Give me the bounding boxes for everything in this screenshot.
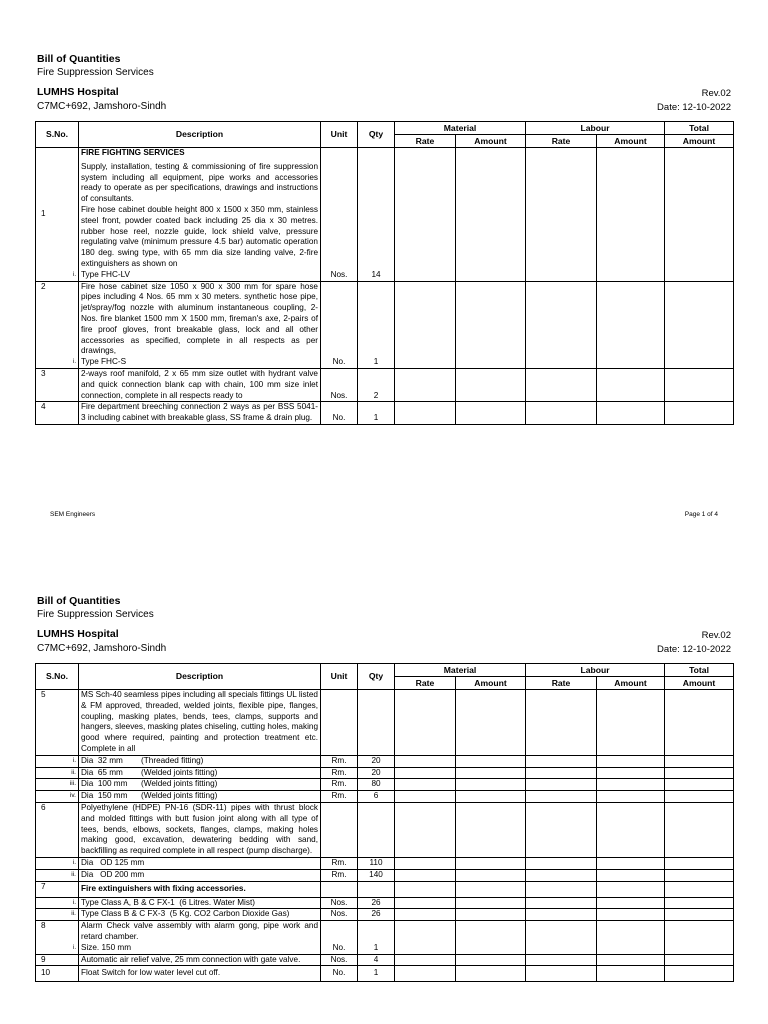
item-description: Alarm Check valve assembly with alarm gong, pipe work and retard chamber.: [81, 921, 318, 941]
row-number: 4: [36, 402, 79, 425]
col-description: Description: [79, 122, 321, 148]
sub-description: Dia 150 mm (Welded joints fitting): [79, 791, 321, 803]
col-total-amount: Amount: [665, 677, 734, 690]
table-row: [36, 148, 734, 282]
col-sno: S.No.: [36, 664, 79, 690]
table-row: [36, 767, 734, 779]
sub-number: ii.: [71, 870, 76, 878]
sub-description: Type Class A, B & C FX-1 (6 Litres. Water Mist): [79, 897, 321, 909]
table-row: [36, 281, 734, 368]
col-labour-amount: Amount: [597, 677, 665, 690]
boq-table: [35, 663, 734, 982]
col-sno: S.No.: [36, 122, 79, 148]
col-unit: Unit: [321, 664, 358, 690]
row-qty: 110: [358, 857, 395, 869]
sub-description: Dia OD 200 mm: [79, 869, 321, 881]
col-labour-rate: Rate: [526, 677, 597, 690]
table-row: [36, 690, 734, 756]
sub-item: [73, 357, 318, 368]
sub-description: Type FHC-S: [81, 357, 127, 367]
row-description: Float Switch for low water level cut off.: [79, 966, 321, 982]
col-labour: Labour: [526, 664, 665, 677]
date: Date: 12-10-2022: [657, 102, 731, 113]
revision: Rev.02: [701, 88, 731, 99]
col-total: Total: [665, 122, 734, 135]
row-description: MS Sch-40 seamless pipes including all specials fittings UL listed & FM approved, threaded, welded joints, flexible pipe, flanges, coupling, masking plates, bends, tees, clamps, supports and hangers, sleeves, masking plates chiseling, cutting holes, making good where required, painting and protection treatment etc. Complete in all: [79, 690, 321, 756]
sub-number: i.: [72, 858, 76, 866]
document-subtitle: Fire Suppression Services: [37, 609, 154, 620]
col-labour-amount: Amount: [597, 135, 665, 148]
row-description: [73, 921, 321, 954]
table-row: [36, 954, 734, 966]
col-description: Description: [79, 664, 321, 690]
row-qty: 20: [358, 755, 395, 767]
table-row: [36, 779, 734, 791]
row-qty: 20: [358, 767, 395, 779]
row-unit: No.: [321, 921, 358, 954]
row-qty: 26: [358, 909, 395, 921]
row-qty: 140: [358, 869, 395, 881]
col-unit: Unit: [321, 122, 358, 148]
row-description: [73, 281, 321, 368]
section-title: FIRE FIGHTING SERVICES: [81, 148, 185, 157]
table-row: [36, 897, 734, 909]
row-unit: No.: [321, 281, 358, 368]
project-location: C7MC+692, Jamshoro-Sindh: [37, 101, 167, 112]
row-description: Polyethylene (HDPE) PN-16 (SDR-11) pipes with thrust block and molded fittings with butt fusion joint along with all type of tees, bends, elbows, sockets, flanges, clamps, making holes making good, excavation, dewatering bedding with sand, backfilling as required complete in all respect (pump discharge).: [79, 802, 321, 857]
item-description: Fire hose cabinet size 1050 x 900 x 300 mm for spare hose pipes including 4 Nos. 65 mm x 30 meters. synthetic hose pipe, jet/spray/fog nozzle with aluminum instantaneous coupling, 2-Nos. fire blanket 1500 mm X 1500 mm, fireman's axe, 2-pairs of fire proof gloves, front breakable glass, lock and all other accessories as specified, complete in all respects as per drawings,: [81, 281, 318, 356]
row-unit: Nos.: [321, 148, 358, 282]
row-number: 2: [36, 281, 79, 368]
sub-number: ii.: [71, 768, 76, 776]
row-number: 8: [36, 921, 79, 954]
row-number: 10: [36, 966, 79, 982]
sub-item: [73, 942, 318, 954]
row-qty: 80: [358, 779, 395, 791]
sub-description: Size. 150 mm: [81, 942, 132, 952]
table-row: [36, 857, 734, 869]
row-unit: Rm.: [321, 767, 358, 779]
sub-number: i.: [73, 359, 76, 366]
row-description: [73, 148, 321, 282]
sub-description: Type FHC-LV: [81, 269, 130, 279]
sub-description: Dia OD 125 mm: [79, 857, 321, 869]
col-total: Total: [665, 664, 734, 677]
row-number: 9: [36, 954, 79, 966]
row-qty: 1: [358, 281, 395, 368]
col-material-rate: Rate: [395, 677, 456, 690]
sub-description: Dia 32 mm (Threaded fitting): [79, 755, 321, 767]
row-unit: Rm.: [321, 869, 358, 881]
row-number: 3: [36, 368, 79, 401]
footer-company: SEM Engineers: [50, 511, 96, 518]
project-name: LUMHS Hospital: [37, 86, 119, 98]
table-row: [36, 755, 734, 767]
row-qty: 14: [358, 148, 395, 282]
row-unit: Rm.: [321, 779, 358, 791]
row-unit: Rm.: [321, 755, 358, 767]
row-qty: 1: [358, 966, 395, 982]
sub-number: i.: [72, 898, 76, 906]
row-description: Automatic air relief valve, 25 mm connection with gate valve.: [79, 954, 321, 966]
revision: Rev.02: [701, 630, 731, 641]
col-labour: Labour: [526, 122, 665, 135]
item-description: Fire hose cabinet double height 800 x 1500 x 350 mm, stainless steel front, powder coated back including 25 dia x 30 metres. rubber hose reel, nozzle guide, lock shield valve, pressure regulating valve (minimum pressure 4.5 bar) automatic operation 180 deg. swing type, with 65 mm dia size landing valve, 2-fire extinguishers as shown on: [81, 204, 318, 268]
row-qty: 1: [358, 921, 395, 954]
row-description: Fire extinguishers with fixing accessories.: [79, 881, 321, 897]
table-row: [36, 909, 734, 921]
row-unit: Rm.: [321, 791, 358, 803]
col-labour-rate: Rate: [526, 135, 597, 148]
col-material: Material: [395, 664, 526, 677]
row-number: 5: [36, 690, 79, 756]
col-qty: Qty: [358, 122, 395, 148]
sub-number: ii.: [71, 910, 76, 918]
col-material: Material: [395, 122, 526, 135]
section-intro: Supply, installation, testing & commissioning of fire suppression system including all equipment, pipe works and accessories ready to operate as per specifications, drawings and instructions of consultants.: [81, 161, 318, 204]
document-title: Bill of Quantities: [37, 53, 121, 65]
col-material-rate: Rate: [395, 135, 456, 148]
sub-description: Dia 100 mm (Welded joints fitting): [79, 779, 321, 791]
date: Date: 12-10-2022: [657, 644, 731, 655]
row-qty: 26: [358, 897, 395, 909]
row-qty: 4: [358, 954, 395, 966]
sub-number: i.: [72, 756, 76, 764]
row-qty: 6: [358, 791, 395, 803]
document-title: Bill of Quantities: [37, 595, 121, 607]
row-unit: Rm.: [321, 857, 358, 869]
row-qty: 2: [358, 368, 395, 401]
row-description: 2-ways roof manifold, 2 x 65 mm size outlet with hydrant valve and quick connection blank cap with chain, 100 mm size inlet connection, complete in all respects ready to: [79, 368, 321, 401]
boq-table: [35, 121, 734, 425]
project-location: C7MC+692, Jamshoro-Sindh: [37, 643, 167, 654]
row-number: 6: [36, 802, 79, 857]
sub-number: iii.: [69, 780, 76, 788]
sub-number: i.: [73, 944, 76, 951]
sub-number: i.: [73, 271, 76, 278]
row-unit: No.: [321, 402, 358, 425]
col-material-amount: Amount: [456, 677, 526, 690]
table-row: [36, 921, 734, 954]
table-row: [36, 368, 734, 401]
table-row: [36, 881, 734, 897]
row-unit: No.: [321, 966, 358, 982]
row-number: 1: [36, 148, 79, 282]
table-row: [36, 802, 734, 857]
sub-description: Type Class B & C FX-3 (5 Kg. CO2 Carbon Dioxide Gas): [79, 909, 321, 921]
row-qty: 1: [358, 402, 395, 425]
page-2: [0, 542, 768, 1024]
table-row: [36, 966, 734, 982]
row-unit: Nos.: [321, 368, 358, 401]
row-unit: Nos.: [321, 897, 358, 909]
footer-page-number: Page 1 of 4: [684, 511, 718, 518]
col-material-amount: Amount: [456, 135, 526, 148]
row-number: 7: [36, 881, 79, 897]
col-total-amount: Amount: [665, 135, 734, 148]
col-qty: Qty: [358, 664, 395, 690]
project-name: LUMHS Hospital: [37, 628, 119, 640]
sub-description: Dia 65 mm (Welded joints fitting): [79, 767, 321, 779]
table-row: [36, 869, 734, 881]
table-row: [36, 402, 734, 425]
sub-number: iv.: [69, 792, 76, 800]
row-unit: Nos.: [321, 954, 358, 966]
table-row: [36, 791, 734, 803]
sub-item: [73, 269, 318, 281]
document-subtitle: Fire Suppression Services: [37, 67, 154, 78]
row-unit: Nos.: [321, 909, 358, 921]
row-description: Fire department breeching connection 2 ways as per BSS 5041-3 including cabinet with breakable glass, SS frame & drain plug.: [79, 402, 321, 425]
